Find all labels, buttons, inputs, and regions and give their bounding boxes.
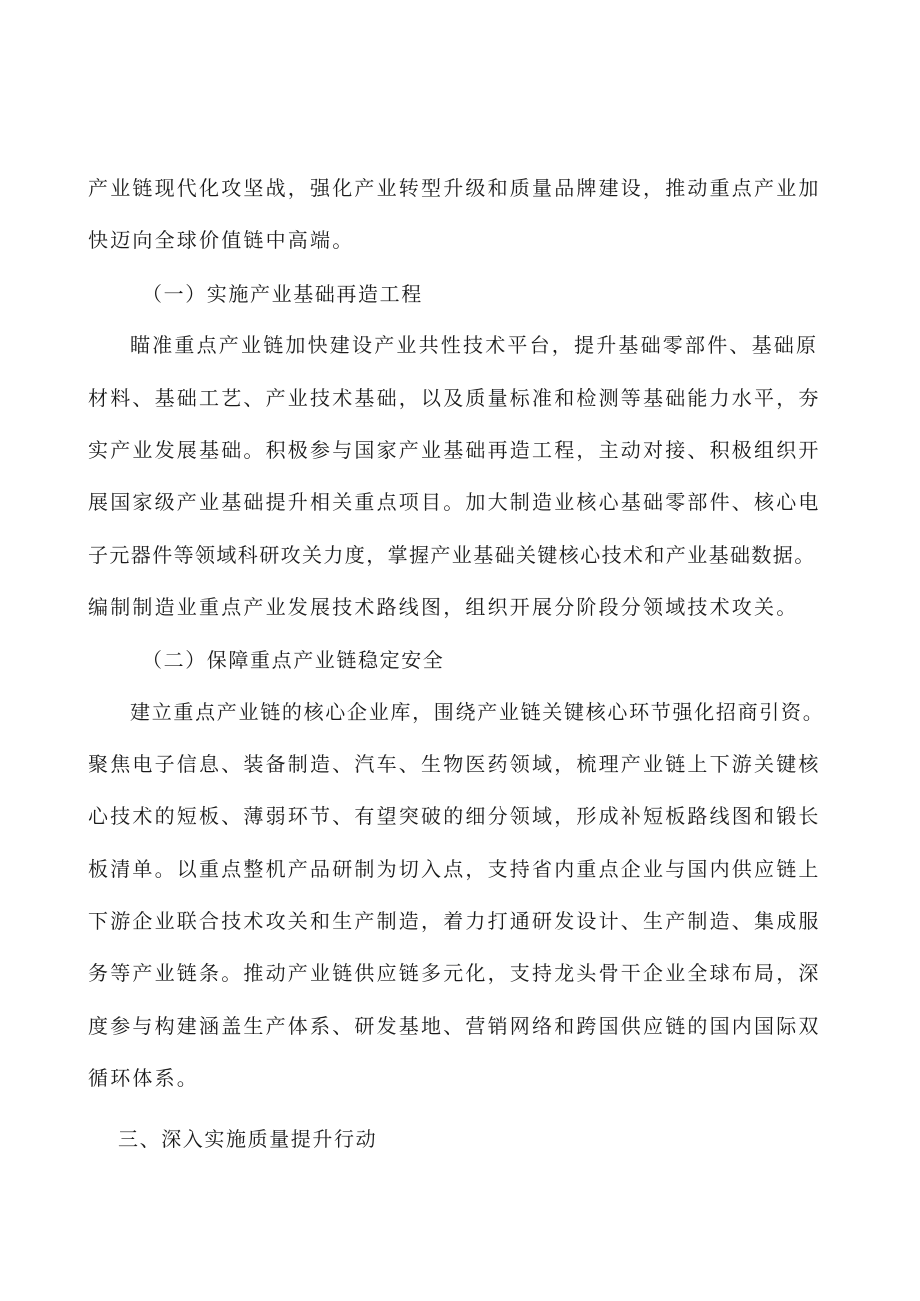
section-heading: （一）实施产业基础再造工程 <box>142 282 423 306</box>
paragraph-line: 材料、基础工艺、产业技术基础，以及质量标准和检测等基础能力水平，夯 <box>88 386 821 410</box>
paragraph-line: 编制制造业重点产业发展技术路线图，组织开展分阶段分领域技术攻关。 <box>88 595 799 619</box>
paragraph-line: 板清单。以重点整机产品研制为切入点，支持省内重点企业与国内供应链上 <box>88 857 821 881</box>
paragraph-line: 聚焦电子信息、装备制造、汽车、生物医药领域，梳理产业链上下游关键核 <box>88 752 821 776</box>
paragraph-line: 度参与构建涵盖生产体系、研发基地、营销网络和跨国供应链的国内国际双 <box>88 1014 821 1038</box>
paragraph-line: 实产业发展基础。积极参与国家产业基础再造工程，主动对接、积极组织开 <box>88 438 821 462</box>
paragraph-line: 心技术的短板、薄弱环节、有望突破的细分领域，形成补短板路线图和锻长 <box>88 804 821 828</box>
chapter-heading: 三、深入实施质量提升行动 <box>118 1127 378 1151</box>
paragraph-line: 建立重点产业链的核心企业库，围绕产业链关键核心环节强化招商引资。 <box>130 700 825 724</box>
paragraph-line: 快迈向全球价值链中高端。 <box>88 228 355 252</box>
paragraph-line: 产业链现代化攻坚战，强化产业转型升级和质量品牌建设，推动重点产业加 <box>88 176 821 200</box>
paragraph-line: 子元器件等领域科研攻关力度，掌握产业基础关键核心技术和产业基础数据。 <box>88 543 816 567</box>
paragraph-line: 展国家级产业基础提升相关重点项目。加大制造业核心基础零部件、核心电 <box>88 490 821 514</box>
paragraph-line: 下游企业联合技术攻关和生产制造，着力打通研发设计、生产制造、集成服 <box>88 909 821 933</box>
paragraph-line: 瞄准重点产业链加快建设产业共性技术平台，提升基础零部件、基础原 <box>130 333 819 357</box>
paragraph-line: 务等产业链条。推动产业链供应链多元化，支持龙头骨干企业全球布局，深 <box>88 961 821 985</box>
section-heading: （二）保障重点产业链稳定安全 <box>142 648 445 672</box>
paragraph-line: 循环体系。 <box>88 1066 199 1090</box>
